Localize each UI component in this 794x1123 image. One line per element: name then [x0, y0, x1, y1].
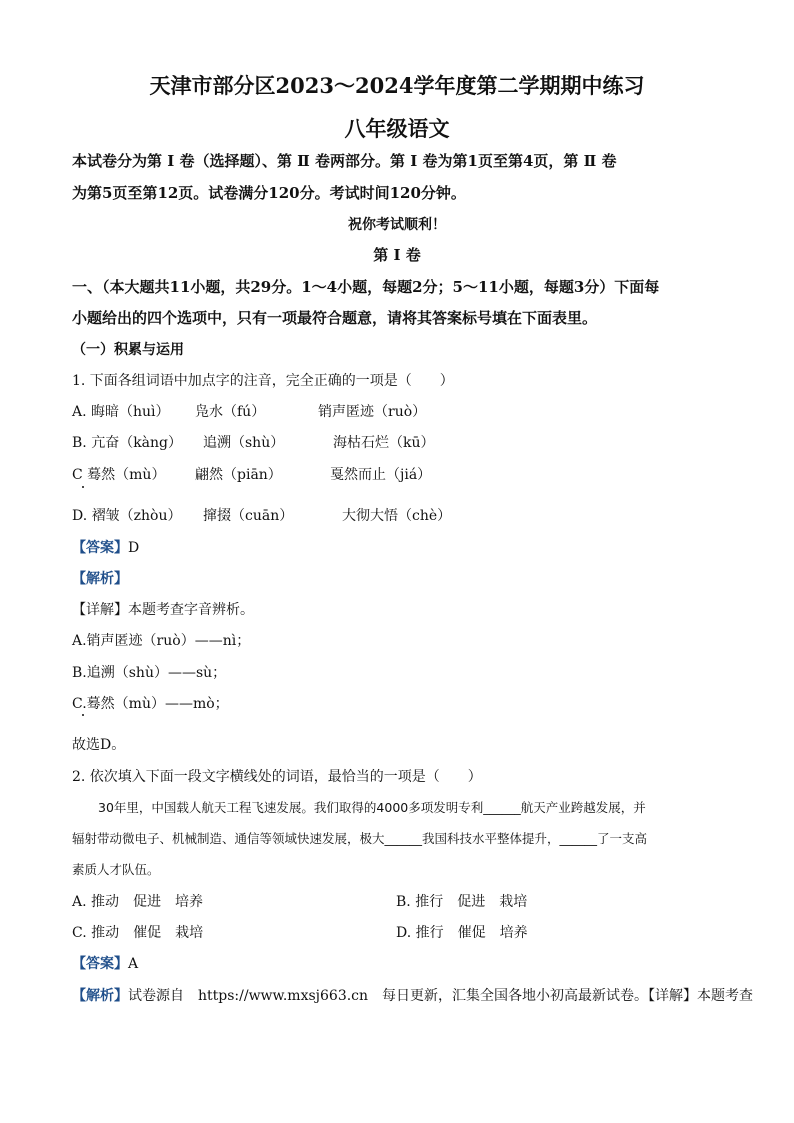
q2-option-a: A. 推动 促进 培养 — [72, 894, 204, 910]
q1-option-c-2: 翩然（piān） — [195, 467, 282, 483]
q1-option-c-3: 戛然而止（jiá） — [330, 467, 432, 483]
analysis-tag: 【解析】 — [72, 988, 128, 1004]
analysis-tag: 【解析】 — [72, 571, 128, 587]
q2-stem: 2. 依次填入下面一段文字横线处的词语，最恰当的一项是（ ） — [72, 769, 482, 785]
detail-tag: 【详解】 — [72, 602, 128, 618]
q1-answer — [72, 537, 139, 557]
q1-correction-a: A.销声匿迹（ruò）——nì； — [72, 633, 251, 649]
q1-option-c-1: C 蓦然（mù） — [72, 467, 166, 483]
answer-tag: 【答案】 — [72, 540, 128, 556]
answer-tag: 【答案】 — [72, 956, 128, 972]
emphasis-dot — [82, 486, 84, 488]
q1-option-b-1: B. 亢奋（kàng） — [72, 435, 182, 451]
q2-option-b: B. 推行 促进 栽培 — [396, 894, 528, 910]
part-heading: （一）积累与运用 — [72, 342, 184, 358]
q1-option-d-2: 撺掇（cuān） — [203, 508, 294, 524]
q1-option-d-1: D. 褶皱（zhòu） — [72, 508, 182, 524]
q2-passage-line-2: 辐射带动微电子、机械制造、通信等领域快速发展，极大______我国科技水平整体提升，______了一支高 — [72, 831, 648, 846]
section-instruction-1: 一、（本大题共11小题，共29分。1～4小题，每题2分；5～11小题，每题3分）下面每 — [72, 278, 660, 296]
q1-option-d-3: 大彻大悟（chè） — [342, 508, 452, 524]
q2-answer — [72, 953, 138, 973]
exam-subtitle: 八年级语文 — [344, 116, 450, 141]
answer-value: A — [128, 956, 139, 972]
q2-option-c: C. 推动 催促 栽培 — [72, 925, 204, 941]
q1-conclusion: 故选D。 — [72, 737, 126, 753]
q1-detail — [72, 599, 254, 619]
exam-title: 天津市部分区2023～2024学年度第二学期期中练习 — [149, 73, 645, 98]
section-instruction-2: 小题给出的四个选项中，只有一项最符合题意，请将其答案标号填在下面表里。 — [72, 309, 598, 327]
q1-analysis — [72, 568, 128, 588]
q2-passage-line-1: 30年里，中国载人航天工程飞速发展。我们取得的4000多项发明专利______航天产业跨越发展，并 — [98, 800, 646, 815]
intro-line-2: 为第5页至第12页。试卷满分120分。考试时间120分钟。 — [72, 184, 466, 202]
q1-option-b-2: 追溯（shù） — [203, 435, 285, 451]
detail-text: 本题考查字音辨析。 — [128, 602, 254, 618]
q1-option-a-2: 凫水（fú） — [195, 404, 266, 420]
q1-correction-b: B.追溯（shù）——sù； — [72, 665, 227, 681]
intro-line-1: 本试卷分为第 Ⅰ 卷（选择题）、第 Ⅱ 卷两部分。第 Ⅰ 卷为第1页至第4页，第 Ⅱ 卷 — [72, 152, 617, 170]
answer-value: D — [128, 540, 140, 556]
q1-correction-c: C.蓦然（mù）——mò； — [72, 696, 229, 712]
q1-option-b-3: 海枯石烂（kū） — [333, 435, 435, 451]
emphasis-dot — [82, 714, 84, 716]
wish-text: 祝你考试顺利！ — [348, 217, 446, 233]
q1-option-a-1: A. 晦暗（huì） — [72, 404, 170, 420]
q2-analysis — [72, 985, 753, 1005]
q2-passage-line-3: 素质人才队伍。 — [72, 862, 160, 877]
analysis-text: 试卷源自 https://www.mxsj663.cn 每日更新，汇集全国各地小初高最新试卷。【详解】本题考查 — [128, 988, 754, 1004]
q1-stem: 1. 下面各组词语中加点字的注音，完全正确的一项是（ ） — [72, 373, 454, 389]
q1-option-a-3: 销声匿迹（ruò） — [318, 404, 427, 420]
q2-option-d: D. 推行 催促 培养 — [396, 925, 528, 941]
volume-heading: 第 Ⅰ 卷 — [373, 246, 421, 264]
